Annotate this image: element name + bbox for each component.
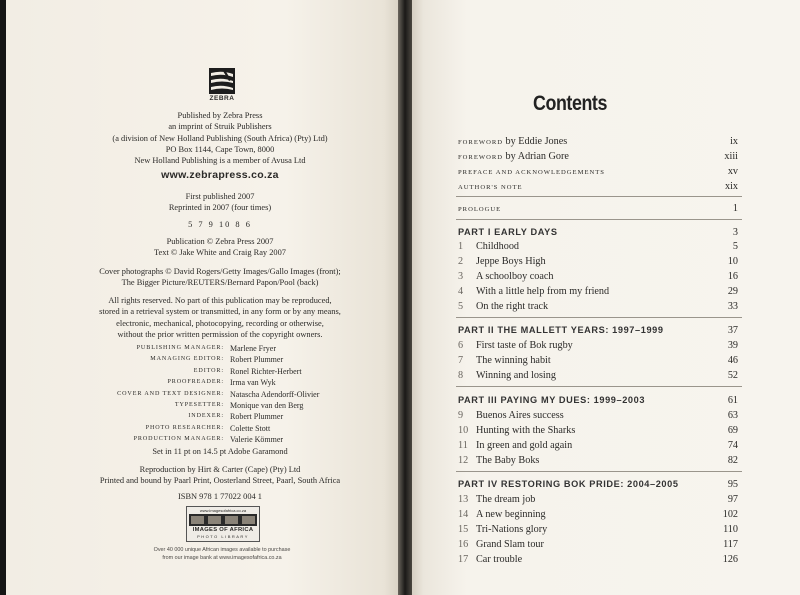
toc-page: xv bbox=[727, 166, 738, 177]
toc-chapter bbox=[458, 301, 738, 315]
toc-chapter bbox=[458, 355, 738, 369]
toc-page: 1 bbox=[732, 203, 738, 214]
credit-role: INDEXER: bbox=[188, 413, 224, 420]
credit-row bbox=[92, 366, 352, 377]
chapter-number: 12 bbox=[458, 455, 469, 466]
toc-chapter bbox=[458, 494, 738, 508]
toc-page: 95 bbox=[727, 479, 738, 490]
toc-page: 46 bbox=[727, 355, 738, 366]
chapter-title: Buenos Aires success bbox=[476, 410, 564, 421]
toc-chapter bbox=[458, 410, 738, 424]
chapter-number: 8 bbox=[458, 370, 464, 381]
credit-row bbox=[92, 411, 352, 422]
chapter-number: 10 bbox=[458, 425, 469, 436]
chapter-title: Childhood bbox=[476, 241, 520, 252]
isbn: ISBN 978 1 77022 004 1 bbox=[178, 492, 262, 501]
chapter-number: 14 bbox=[458, 509, 469, 520]
toc-chapter bbox=[458, 539, 738, 553]
film-strip-icon bbox=[189, 514, 257, 526]
toc-page: 97 bbox=[727, 494, 738, 505]
publisher-website: www.zebrapress.co.za bbox=[161, 169, 279, 181]
chapter-title: Grand Slam tour bbox=[476, 539, 544, 550]
toc-divider bbox=[456, 471, 742, 472]
credit-role: PROOFREADER: bbox=[167, 379, 224, 386]
toc-label: PREFACE AND ACKNOWLEDGEMENTS bbox=[458, 169, 605, 176]
toc-page: 82 bbox=[727, 455, 738, 466]
credit-row bbox=[92, 354, 352, 365]
toc-page: 61 bbox=[727, 395, 738, 406]
chapter-title: In green and gold again bbox=[476, 440, 573, 451]
copyright-block bbox=[60, 236, 380, 259]
cover-credit-line: Cover photographs © David Rogers/Getty Images/Gallo Images (front); bbox=[99, 267, 341, 276]
typeset-line: Set in 11 pt on 14.5 pt Adobe Garamond bbox=[152, 447, 288, 456]
part-title: PART II THE MALLETT YEARS: 1997–1999 bbox=[458, 325, 664, 335]
toc-label: AUTHOR'S NOTE bbox=[458, 184, 523, 191]
edition-line: First published 2007 bbox=[185, 192, 255, 201]
credit-role: PHOTO RESEARCHER: bbox=[145, 424, 224, 431]
toc-divider bbox=[456, 196, 742, 197]
iao-logo-name: IMAGES OF AFRICA bbox=[192, 527, 254, 533]
toc-chapter bbox=[458, 524, 738, 538]
toc-divider bbox=[456, 219, 742, 220]
toc-chapter bbox=[458, 509, 738, 523]
toc-page: 37 bbox=[727, 325, 738, 336]
toc-page: 52 bbox=[727, 370, 738, 381]
chapter-number: 3 bbox=[458, 271, 464, 282]
chapter-title: A schoolboy coach bbox=[476, 271, 554, 282]
toc-front-matter bbox=[458, 181, 738, 195]
toc-chapter bbox=[458, 440, 738, 454]
credit-name: Irma van Wyk bbox=[230, 378, 276, 388]
toc-page: 102 bbox=[722, 509, 738, 520]
toc-front-matter bbox=[458, 166, 738, 180]
book-spine bbox=[398, 0, 412, 595]
credit-role: MANAGING EDITOR: bbox=[150, 356, 224, 363]
toc-chapter bbox=[458, 271, 738, 285]
chapter-number: 4 bbox=[458, 286, 464, 297]
chapter-title: Tri-Nations glory bbox=[476, 524, 548, 535]
edition-block bbox=[60, 191, 380, 214]
chapter-title: With a little help from my friend bbox=[476, 286, 610, 297]
chapter-number: 1 bbox=[458, 241, 464, 252]
toc-page: 74 bbox=[727, 440, 738, 451]
toc-author: by Eddie Jones bbox=[505, 136, 568, 147]
publisher-line: New Holland Publishing is a member of Avusa Ltd bbox=[134, 156, 306, 166]
toc-chapter bbox=[458, 554, 738, 568]
toc-part-heading bbox=[458, 395, 738, 409]
rights-line: All rights reserved. No part of this publication may be reproduced, bbox=[108, 296, 332, 305]
toc-page: 63 bbox=[727, 410, 738, 421]
toc-page: 5 bbox=[732, 241, 738, 252]
part-title: PART IV RESTORING BOK PRIDE: 2004–2005 bbox=[458, 479, 679, 489]
toc-chapter bbox=[458, 455, 738, 469]
images-of-africa-logo bbox=[186, 506, 260, 542]
credit-name: Robert Plummer bbox=[230, 355, 284, 365]
toc-chapter bbox=[458, 425, 738, 439]
toc-author: by Adrian Gore bbox=[505, 151, 569, 162]
toc-page: 110 bbox=[723, 524, 738, 535]
toc-label: FOREWORD bbox=[458, 154, 503, 161]
reproduction-line: Reproduction by Hirt & Carter (Cape) (Pty) Ltd bbox=[139, 465, 301, 474]
credit-role: TYPESETTER: bbox=[174, 402, 224, 409]
chapter-title: Winning and losing bbox=[476, 370, 556, 381]
credit-role: PRODUCTION MANAGER: bbox=[133, 436, 224, 443]
publisher-line: PO Box 1144, Cape Town, 8000 bbox=[165, 144, 275, 154]
chapter-number: 6 bbox=[458, 340, 464, 351]
toc-page: 126 bbox=[722, 554, 738, 565]
chapter-title: Jeppe Boys High bbox=[476, 256, 546, 267]
toc-part-heading bbox=[458, 325, 738, 339]
toc-divider bbox=[456, 386, 742, 387]
copyright-line: Text © Jake White and Craig Ray 2007 bbox=[154, 248, 286, 258]
chapter-number: 7 bbox=[458, 355, 464, 366]
toc-chapter bbox=[458, 340, 738, 354]
toc-chapter bbox=[458, 286, 738, 300]
toc-page: 69 bbox=[727, 425, 738, 436]
rights-line: stored in a retrieval system or transmitted, in any form or by any means, bbox=[99, 307, 341, 317]
toc-part-heading bbox=[458, 227, 738, 241]
publisher-line: (a division of New Holland Publishing (South Africa) (Pty) Ltd) bbox=[112, 133, 328, 143]
toc-front-matter bbox=[458, 203, 738, 217]
credit-name: Valerie Kömmer bbox=[230, 435, 284, 445]
chapter-title: A new beginning bbox=[476, 509, 546, 520]
toc-divider bbox=[456, 317, 742, 318]
credit-row bbox=[92, 400, 352, 411]
credit-row bbox=[92, 434, 352, 445]
chapter-number: 9 bbox=[458, 410, 464, 421]
chapter-title: Car trouble bbox=[476, 554, 523, 565]
chapter-number: 17 bbox=[458, 554, 469, 565]
chapter-number: 13 bbox=[458, 494, 469, 505]
copyright-line: Publication © Zebra Press 2007 bbox=[166, 237, 274, 246]
credit-name: Ronel Richter-Herbert bbox=[230, 366, 302, 376]
rights-block bbox=[60, 295, 380, 340]
toc-part-heading bbox=[458, 479, 738, 493]
chapter-title: First taste of Bok rugby bbox=[476, 340, 573, 351]
toc-chapter bbox=[458, 241, 738, 255]
toc-page: xix bbox=[724, 181, 738, 192]
toc-chapter bbox=[458, 370, 738, 384]
toc-page: 33 bbox=[727, 301, 738, 312]
part-title: PART I EARLY DAYS bbox=[458, 227, 558, 237]
chapter-title: On the right track bbox=[476, 301, 549, 312]
zebra-logo-icon bbox=[209, 68, 235, 94]
iao-logo-url: www.imagesofafrica.co.za bbox=[199, 508, 247, 513]
toc-page: 10 bbox=[727, 256, 738, 267]
contents-title: Contents bbox=[533, 92, 607, 115]
chapter-title: The dream job bbox=[476, 494, 536, 505]
toc-page: xiii bbox=[724, 151, 738, 162]
credit-role: PUBLISHING MANAGER: bbox=[136, 345, 224, 351]
credit-row bbox=[92, 377, 352, 388]
chapter-number: 11 bbox=[458, 440, 468, 451]
credit-role: COVER AND TEXT DESIGNER: bbox=[117, 390, 224, 397]
cover-credit-block bbox=[60, 266, 380, 289]
edition-line: Reprinted in 2007 (four times) bbox=[168, 203, 272, 213]
chapter-title: The winning habit bbox=[476, 355, 551, 366]
chapter-number: 16 bbox=[458, 539, 469, 550]
reproduction-block bbox=[60, 464, 380, 487]
credit-name: Monique van den Berg bbox=[230, 401, 304, 411]
toc-chapter bbox=[458, 256, 738, 270]
toc-page: 16 bbox=[727, 271, 738, 282]
publisher-line: Published by Zebra Press bbox=[177, 111, 263, 120]
chapter-number: 5 bbox=[458, 301, 464, 312]
toc-front-matter bbox=[458, 151, 738, 165]
chapter-number: 15 bbox=[458, 524, 469, 535]
publisher-line: an imprint of Struik Publishers bbox=[168, 122, 272, 132]
credit-name: Natascha Adendorff-Olivier bbox=[230, 389, 320, 399]
toc-page: 3 bbox=[732, 227, 738, 238]
toc-label: PROLOGUE bbox=[458, 206, 502, 213]
toc-front-matter bbox=[458, 136, 738, 150]
toc-page: 117 bbox=[723, 539, 738, 550]
credit-role: EDITOR: bbox=[193, 367, 224, 374]
iao-logo-library: PHOTO LIBRARY bbox=[197, 534, 249, 539]
chapter-number: 2 bbox=[458, 256, 464, 267]
toc-page: ix bbox=[730, 136, 738, 147]
print-line: 5 7 9 10 8 6 bbox=[188, 220, 252, 229]
credits-list bbox=[92, 343, 352, 446]
chapter-title: The Baby Boks bbox=[476, 455, 540, 466]
cover-credit-line: The Bigger Picture/REUTERS/Bernard Papon/Pool (back) bbox=[121, 278, 319, 288]
publisher-block bbox=[60, 110, 380, 166]
toc-label: FOREWORD bbox=[458, 139, 503, 146]
credit-name: Marlene Fryer bbox=[230, 344, 276, 353]
chapter-title: Hunting with the Sharks bbox=[476, 425, 576, 436]
toc-page: 29 bbox=[727, 286, 738, 297]
rights-line: electronic, mechanical, photocopying, recording or otherwise, bbox=[116, 318, 324, 328]
toc-page: 39 bbox=[727, 340, 738, 351]
zebra-logo-text: ZEBRA bbox=[209, 95, 235, 102]
credit-name: Colette Stott bbox=[230, 423, 271, 433]
credit-row bbox=[92, 343, 352, 354]
reproduction-line: Printed and bound by Paarl Print, Oosterland Street, Paarl, South Africa bbox=[99, 476, 341, 486]
credit-row bbox=[92, 389, 352, 400]
iao-note-line: Over 40 000 unique African images available to purchase bbox=[153, 547, 291, 553]
iao-note-line: from our image bank at www.imagesofafrica.co.za bbox=[162, 555, 282, 561]
iao-note bbox=[110, 546, 334, 562]
part-title: PART III PAYING MY DUES: 1999–2003 bbox=[458, 395, 646, 405]
credit-name: Robert Plummer bbox=[230, 412, 284, 422]
credit-row bbox=[92, 423, 352, 434]
rights-line: without the prior written permission of the copyright owners. bbox=[117, 329, 323, 339]
